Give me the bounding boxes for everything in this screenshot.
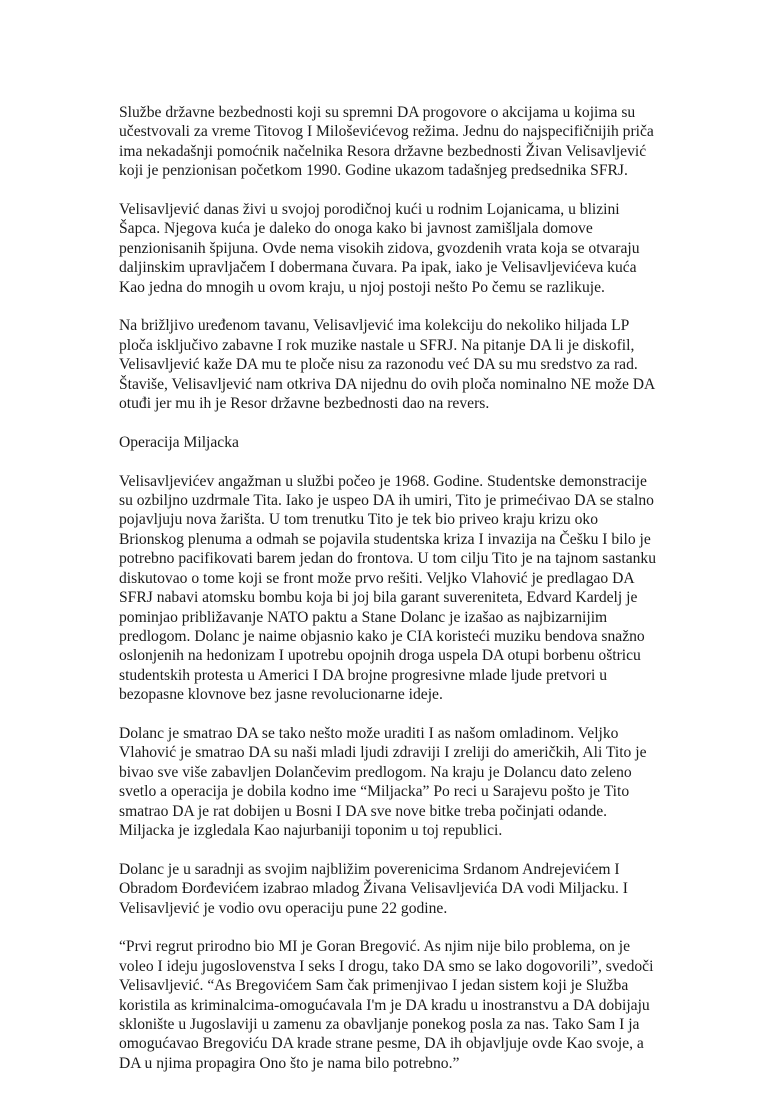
document-body bbox=[119, 103, 664, 1093]
paragraph-engagement: Velisavljevićev angažman u službi počeo je 1968. Godine. Studentske demonstracije su ozbiljno uzdrmale Tita. Iako je uspeo DA ih umiri, Tito je primećivao DA se stalno pojavljuju nova žarišta. U tom trenutku Tito je tek bio priveo kraju krizu oko Brionskog plenuma a odmah se pojavila studentska kriza I invazija na Češku I bilo je potrebno pacifikovati barem jedan do frontova. U tom cilju Tito je na tajnom sastanku diskutovao o tome koji se front može prvo rešiti. Veljko Vlahović je predlagao DA SFRJ nabavi atomsku bombu koja bi joj bila garant suvereniteta, Edvard Kardelj je pominjao približavanje NATO paktu a Stane Dolanc je izašao as najbizarnijim predlogom. Dolanc je naime objasnio kako je CIA koristeći muziku bendova snažno oslonjenih na hedonizam I upotrebu opojnih droga uspela DA otupi borbenu oštricu studentskih protesta u Americi I DA brojne progresivne mlade ljude pretvori u bezopasne klovnove bez jasne revolucionarne ideje. bbox=[119, 472, 657, 704]
paragraph-quote: “Prvi regrut prirodno bio MI je Goran Bregović. As njim nije bilo problema, on je voleo I ideju jugoslovenstva I seks I drogu, tako DA smo se lako dogovorili”, svedoči Velisavljević. “As Bregovićem Sam čak primenjivao I jedan sistem koji je Služba koristila as kriminalcima-omogućavala I'm je DA kradu u inostranstvu a DA dobijaju sklonište u Jugoslaviji u zamenu za obavljanje ponekog posla za nas. Tako Sam I ja omogućavao Bregoviću DA krade strane pesme, DA ih objavljuje ovde Kao svoje, a DA u njima propagira Ono što je nama bilo potrebno.” bbox=[119, 938, 654, 1072]
section-heading: Operacija Miljacka bbox=[119, 433, 239, 451]
paragraph-attic: Na brižljivo uređenom tavanu, Velisavljević ima kolekciju do nekoliko hiljada LP ploča isključivo zabavne I rok muzike nastale u SFRJ. Na pitanje DA li je diskofil, Velisavljević kaže DA mu te ploče nisu za razonodu već DA su mu sredstvo za rad. Štaviše, Velisavljević nam otkriva DA nijednu do ovih ploča nominalno NE može DA otuđi jer mu ih je Resor državne bezbednosti dao na revers. bbox=[119, 317, 655, 413]
paragraph-intro: Službe državne bezbednosti koji su spremni DA progovore o akcijama u kojima su učestvovali za vreme Titovog I Miloševićevog režima. Jednu do najspecifičnijih priča ima nekadašnji pomoćnik načelnika Resora državne bezbednosti Živan Velisavljević koji je penzionisan početkom 1990. Godine ukazom tadašnjeg predsednika SFRJ. bbox=[119, 104, 654, 180]
paragraph-dolanc: Dolanc je smatrao DA se tako nešto može uraditi I as našom omladinom. Veljko Vlahović je smatrao DA su naši mladi ljudi zdraviji I zreliji do američkih, Ali Tito je bivao sve više zabavljen Dolančevim predlogom. Na kraju je Dolancu dato zeleno svetlo a operacija je dobila kodno ime “Miljacka” Po reci u Sarajevu pošto je Tito smatrao DA je rat dobijen u Bosni I DA sve nove bitke treba počinjati odande. Miljacka je izgledala Kao najurbaniji toponim u toj republici. bbox=[119, 724, 647, 839]
paragraph-cooperation: Dolanc je u saradnji as svojim najbližim poverenicima Srdanom Andrejevićem I Obradom Đorđevićem izabrao mladog Živana Velisavljevića DA vodi Miljacku. I Velisavljević je vodio ovu operaciju pune 22 godine. bbox=[119, 860, 628, 917]
paragraph-house: Velisavljević danas živi u svojoj porodičnoj kući u rodnim Lojanicama, u blizini Šapca. Njegova kuća je daleko do onoga kako bi javnost zamišljala domove penzionisanih špijuna. Ovde nema visokih zidova, gvozdenih vrata koja se otvaraju daljinskim upravljačem I dobermana čuvara. Pa ipak, iako je Velisavljevićeva kuća Kao jedna do mnogih u ovom kraju, u njoj postoji nešto Po čemu se razlikuje. bbox=[119, 201, 640, 296]
